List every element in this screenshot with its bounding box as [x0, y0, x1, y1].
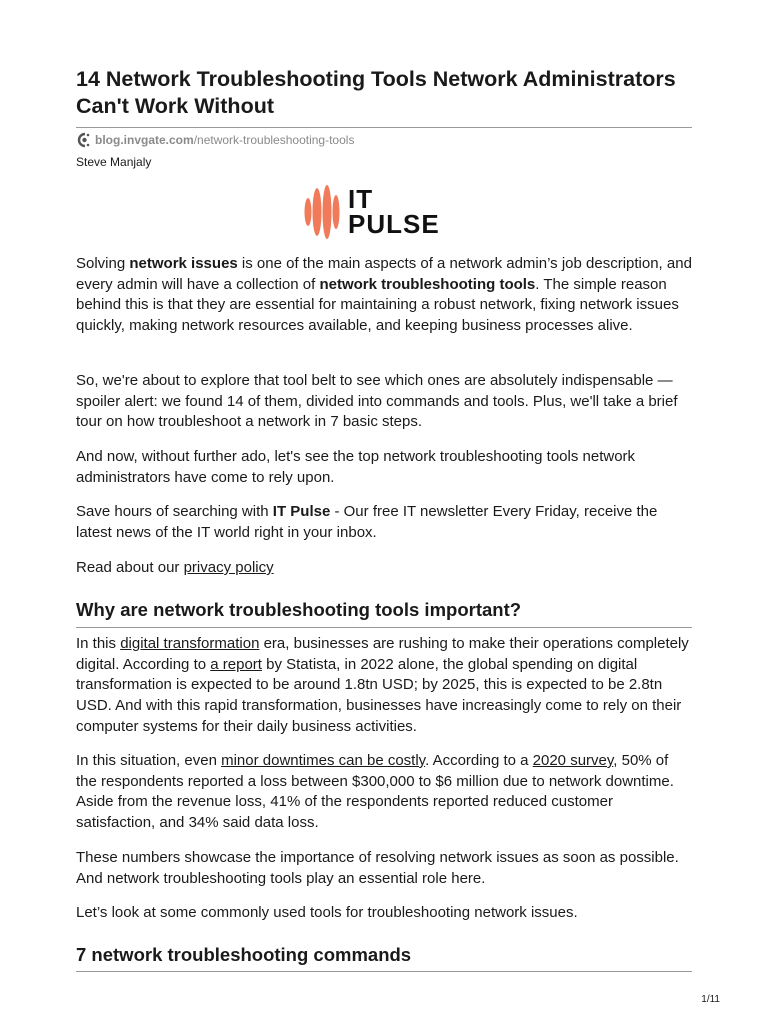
source-line: [76, 131, 354, 149]
pulse-bars-icon: [304, 184, 340, 240]
minor-downtimes-link[interactable]: minor downtimes can be costly: [221, 752, 426, 769]
importance-paragraph-3: These numbers showcase the importance of resolving network issues as soon as possible. And network troubleshooting tools play an essential role here.: [76, 849, 679, 887]
title-divider: [76, 127, 692, 128]
it-pulse-wordmark: [348, 184, 440, 239]
invgate-logo-icon: [76, 132, 90, 148]
source-domain[interactable]: blog.invgate.com: [95, 133, 194, 147]
importance-paragraph-2: In this situation, even minor downtimes can be costly. According to a 2020 survey, 50% of the respondents reported a loss between $300,000 to $6 million due to network downtime. Aside from the revenue loss, 41% of the respondents reported reduced customer satisfaction, and 34% said data loss.: [76, 752, 674, 832]
section-heading-importance: Why are network troubleshooting tools important?: [76, 599, 522, 620]
section-heading-commands: 7 network troubleshooting commands: [76, 944, 412, 965]
intro-paragraph-2: So, we're about to explore that tool belt to see which ones are absolutely indispensable — spoiler alert: we found 14 of them, divided into commands and tools. Plus, we'll take a brief tour on how troubleshoot a network in 7 basic steps.: [76, 372, 678, 431]
importance-paragraph-4: Let’s look at some commonly used tools for troubleshooting network issues.: [76, 904, 578, 921]
source-path[interactable]: /network-troubleshooting-tools: [193, 133, 355, 147]
wordmark-line-1: IT: [348, 184, 374, 214]
page-number: 1/11: [701, 994, 720, 1005]
importance-paragraph-1: In this digital transformation era, businesses are rushing to make their operations completely digital. According to a report by Statista, in 2022 alone, the global spending on digital transformation is expected to be around 1.8tn USD; by 2025, this is expected to be 2.8tn USD. And with this rapid transformation, businesses have increasingly come to rely on their computer systems for their daily business activities.: [76, 635, 689, 735]
section-divider-2: [76, 971, 692, 972]
a-report-link[interactable]: a report: [210, 655, 262, 673]
privacy-paragraph: Read about our privacy policy: [76, 559, 274, 576]
intro-paragraph-1: Solving network issues is one of the main aspects of a network admin’s job description, and every admin will have a collection of network troubleshooting tools. The simple reason behind this is that they are essential for maintaining a robust network, fixing network issues quickly, making network resources available, and keeping business processes alive.: [76, 255, 692, 335]
survey-2020-link[interactable]: 2020 survey: [532, 752, 614, 769]
article-title: 14 Network Troubleshooting Tools Network Administrators Can't Work Without: [76, 67, 676, 118]
author-name: Steve Manjaly: [76, 155, 152, 169]
wordmark-line-2: PULSE: [348, 209, 440, 239]
section-divider-1: [76, 627, 692, 628]
digital-transformation-link[interactable]: digital transformation: [120, 635, 260, 652]
it-pulse-logo: [304, 184, 440, 240]
intro-paragraph-3: And now, without further ado, let's see the top network troubleshooting tools network administrators have come to rely upon.: [76, 448, 636, 486]
privacy-policy-link[interactable]: privacy policy: [183, 559, 274, 576]
newsletter-paragraph: Save hours of searching with IT Pulse - Our free IT newsletter Every Friday, receive the latest news of the IT world right in your inbox.: [76, 503, 658, 541]
